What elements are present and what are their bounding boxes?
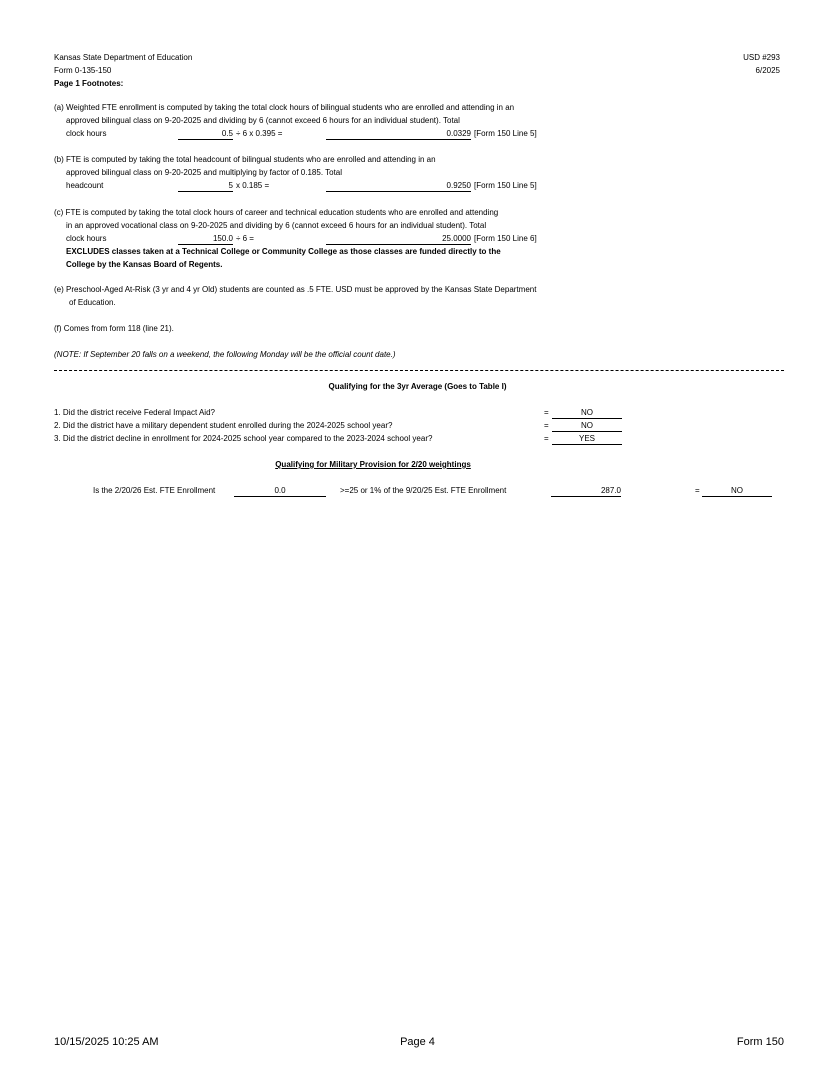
footnote-a-label: clock hours [66,129,107,138]
footnote-b-ref: [Form 150 Line 5] [474,181,537,190]
footnote-b-line2: approved bilingual class on 9-20-2025 and multiplying by factor of 0.185. Total [66,168,343,177]
footnote-a-result: 0.0329 [326,129,471,140]
footer-form: Form 150 [736,1036,784,1048]
military-value-2: 287.0 [551,486,621,497]
footnote-c-result: 25.0000 [326,234,471,245]
footnote-b-line1: (b) FTE is computed by taking the total headcount of bilingual students who are enrolled and attending in an [54,155,436,164]
form-date: 6/2025 [755,66,780,75]
section-title: Page 1 Footnotes: [54,79,124,88]
footnote-e-line1: (e) Preschool-Aged At-Risk (3 yr and 4 yr Old) students are counted as .5 FTE. USD must be approved by the Kansas State Department [54,285,537,294]
footnote-a-line1: (a) Weighted FTE enrollment is computed by taking the total clock hours of bilingual students who are enrolled and attending in an [54,103,515,112]
avg-question-eq: = [544,408,549,417]
military-label-2: >=25 or 1% of the 9/20/25 Est. FTE Enrollment [340,486,507,495]
footnote-c-exclusion-1: EXCLUDES classes taken at a Technical College or Community College as those classes are funded directly to the [66,247,501,256]
avg-question-answer: NO [552,408,622,419]
footnote-c-input: 150.0 [178,234,233,245]
footnote-e-line2: of Education. [69,298,116,307]
footnote-b-result: 0.9250 [326,181,471,192]
footnote-c-ref: [Form 150 Line 6] [474,234,537,243]
count-date-note: (NOTE: If September 20 falls on a weekend, the following Monday will be the official count date.) [54,350,396,359]
usd-number: USD #293 [743,53,780,62]
avg-question-eq: = [544,434,549,443]
form-code: Form 0-135-150 [54,66,112,75]
military-eq: = [695,486,700,495]
footnote-a-formula: ÷ 6 x 0.395 = [236,129,283,138]
footnote-c-line1: (c) FTE is computed by taking the total clock hours of career and technical education students who are enrolled and attending [54,208,499,217]
avg-question-text: 1. Did the district receive Federal Impact Aid? [54,408,215,417]
footnote-a-ref: [Form 150 Line 5] [474,129,537,138]
avg-question-eq: = [544,421,549,430]
avg-question-text: 3. Did the district decline in enrollment for 2024-2025 school year compared to the 2023-2024 school year? [54,434,433,443]
avg-question-text: 2. Did the district have a military dependent student enrolled during the 2024-2025 school year? [54,421,393,430]
footer-page-number: Page 4 [400,1036,435,1048]
footnote-b-label: headcount [66,181,104,190]
military-value-1: 0.0 [234,486,326,497]
footer-timestamp: 10/15/2025 10:25 AM [54,1036,159,1048]
military-section-title: Qualifying for Military Provision for 2/20 weightings [275,460,471,469]
footnote-f: (f) Comes from form 118 (line 21). [54,324,174,333]
avg-question-answer: YES [552,434,622,445]
military-result: NO [702,486,772,497]
avg-section-title: Qualifying for the 3yr Average (Goes to Table I) [328,382,507,391]
footnote-c-exclusion-2: College by the Kansas Board of Regents. [66,260,223,269]
footnote-a-input: 0.5 [178,129,233,140]
org-name: Kansas State Department of Education [54,53,193,62]
footnote-c-label: clock hours [66,234,107,243]
avg-question-answer: NO [552,421,622,432]
footnote-b-formula: x 0.185 = [236,181,270,190]
footnote-c-formula: ÷ 6 = [236,234,254,243]
footnote-c-line2: in an approved vocational class on 9-20-2025 and dividing by 6 (cannot exceed 6 hours for an individual student). Total [66,221,487,230]
footnote-a-line2: approved bilingual class on 9-20-2025 and dividing by 6 (cannot exceed 6 hours for an individual student). Total [66,116,460,125]
footnote-b-input: 5 [178,181,233,192]
military-label-1: Is the 2/20/26 Est. FTE Enrollment [93,486,216,495]
section-divider [54,370,784,371]
